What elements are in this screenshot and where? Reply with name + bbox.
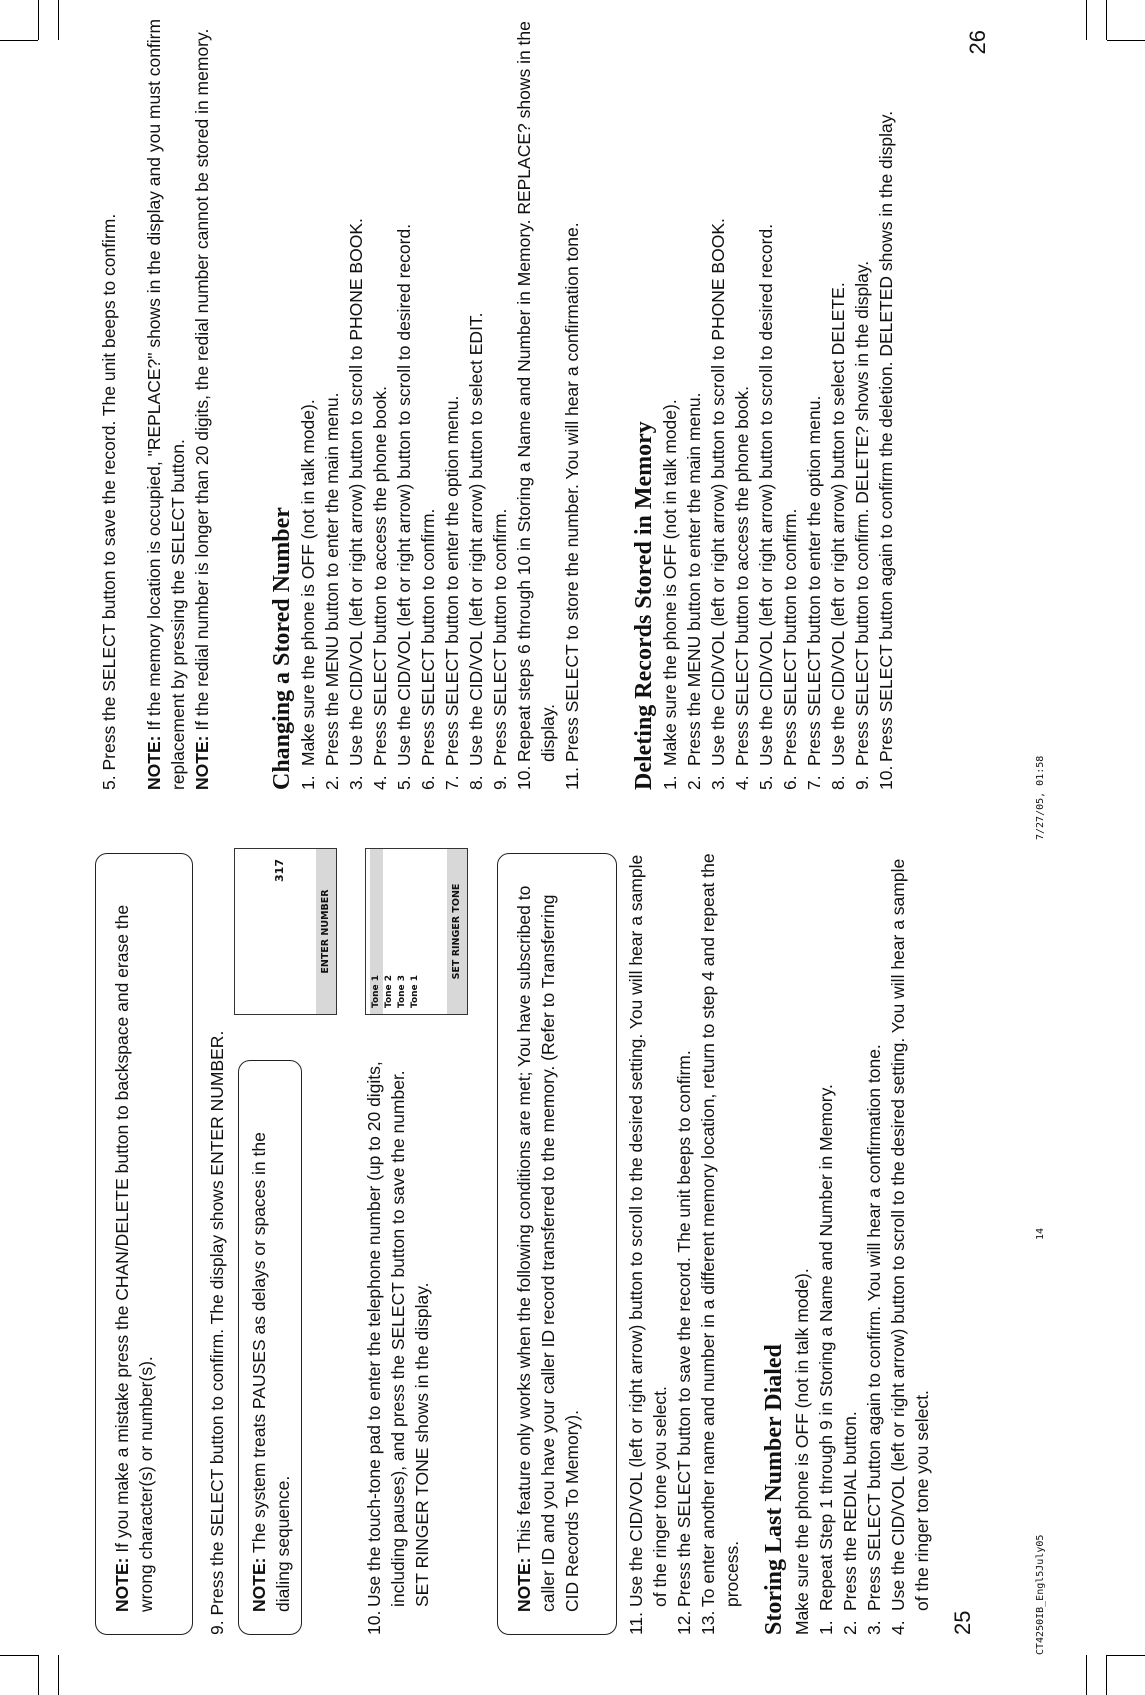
list-item: 5. Use the CID/VOL (left or right arrow) button to scroll to desired record.	[394, 223, 414, 790]
heading-deleting-records: Deleting Records Stored in Memory	[631, 421, 657, 790]
list-item: 2. Press the REDIAL button.	[840, 1411, 860, 1635]
list-item: 4. Press SELECT button to access the phone book.	[370, 385, 390, 790]
list-item: 10. Repeat steps 6 through 10 in Storing a Name and Number in Memory. REPLACE? shows in the display.	[514, 21, 558, 790]
lcd-status-bar: SET RINGER TONE	[447, 849, 467, 1014]
page-26	[0, 0, 1145, 840]
list-item: 4. Use the CID/VOL (left or right arrow) button to scroll to the desired setting. You will hear a sample of the ringer tone you select.	[888, 858, 932, 1635]
lcd-status-bar: ENTER NUMBER	[316, 849, 336, 1014]
note-text: NOTE: If you make a mistake press the CHAN/DELETE button to backspace and erase the wrong character(s) or number(s).	[112, 904, 156, 1612]
lcd-set-ringer-tone	[365, 848, 468, 1015]
step-5: 5. Press the SELECT button to save the record. The unit beeps to confirm.	[99, 213, 119, 790]
list-item: 6. Press SELECT button to confirm.	[418, 508, 438, 790]
lcd-line: Tone 1	[370, 849, 383, 1014]
note-box-mistake	[95, 853, 193, 1635]
list-item: 3. Use the CID/VOL (left or right arrow) button to scroll to PHONE BOOK.	[708, 218, 728, 790]
steps-changing	[296, 0, 584, 790]
page-number: 26	[965, 30, 990, 55]
lcd-line: Tone 3	[397, 974, 407, 1008]
list-item: 12. Press the SELECT button to save the record. The unit beeps to confirm.	[674, 1050, 694, 1635]
lcd-tone-list	[366, 849, 422, 1014]
heading-storing-last-number: Storing Last Number Dialed	[761, 1344, 787, 1635]
list-item: 1. Make sure the phone is OFF (not in talk mode).	[298, 399, 318, 790]
note-text: NOTE: The system treats PAUSES as delays or spaces in the dialing sequence.	[249, 1132, 293, 1612]
list-item: 8. Use the CID/VOL (left or right arrow) button to select EDIT.	[466, 312, 486, 790]
list-item: 2. Press the MENU button to enter the main menu.	[684, 392, 704, 790]
list-item: 1. Make sure the phone is OFF (not in talk mode).	[660, 399, 680, 790]
steps-storing-last	[814, 845, 934, 1635]
steps-deleting	[658, 0, 898, 790]
note-replace: NOTE: If the memory location is occupied, "REPLACE?" shows in the display and you must confirm replacement by pressing the SELECT button.	[144, 18, 188, 790]
list-item: 7. Press SELECT button to enter the option menu.	[804, 395, 824, 790]
step-number: 10.	[364, 1610, 384, 1635]
lcd-line: Tone 2	[384, 974, 394, 1008]
lcd-line: Tone 1	[410, 974, 420, 1008]
footer-date: 7/27/05, 01:58	[1035, 755, 1046, 840]
list-item: 6. Press SELECT button to confirm.	[780, 508, 800, 790]
list-item: 5. Use the CID/VOL (left or right arrow) button to scroll to desired record.	[756, 223, 776, 790]
list-item: 2. Press the MENU button to enter the main menu.	[322, 392, 342, 790]
steps-11-13	[624, 845, 744, 1635]
list-item: 13. To enter another name and number in a different memory location, return to step 4 and repeat the process.	[698, 853, 742, 1635]
list-item: 9. Press SELECT button to confirm. DELETE? shows in the display.	[852, 260, 872, 790]
note-box-feature	[497, 853, 617, 1635]
list-item: 3. Use the CID/VOL (left or right arrow) button to scroll to PHONE BOOK.	[346, 218, 366, 790]
step-text: Use the touch-tone pad to enter the telephone number (up to 20 digits, including pauses), and press the SELECT button to save the number. SET RINGER TONE shows in the display.	[364, 1061, 432, 1607]
list-item: 11. Use the CID/VOL (left or right arrow) button to scroll to the desired setting. You will hear a sample of the ringer tone you select.	[626, 854, 670, 1635]
footer-filename: CT4250IB_Engl5July05	[1035, 1534, 1046, 1655]
note-box-pauses	[238, 1060, 302, 1635]
list-item: 7. Press SELECT button to enter the option menu.	[442, 395, 462, 790]
list-item: 4. Press SELECT button to access the phone book.	[732, 385, 752, 790]
list-item: 8. Use the CID/VOL (left or right arrow) button to select DELETE.	[828, 282, 848, 790]
note-redial-length: NOTE: If the redial number is longer than 20 digits, the redial number cannot be stored in memory.	[192, 28, 212, 790]
list-item: 9. Press SELECT button to confirm.	[490, 508, 510, 790]
note-text: NOTE: This feature only works when the following conditions are met; You have subscribed to caller ID and you have your caller ID record transferred to the memory. (Refer to Transferring CID Records To Memory).	[514, 885, 582, 1612]
page-25	[0, 845, 1145, 1655]
page-number: 25	[950, 1610, 975, 1635]
list-item: 11. Press SELECT to store the number. You will hear a confirmation tone.	[562, 222, 582, 790]
list-item: 3. Press SELECT button again to confirm. You will hear a confirmation tone.	[864, 1044, 884, 1635]
lcd-number: 317	[273, 859, 286, 882]
lcd-enter-number	[234, 848, 337, 1015]
list-item: 10. Press SELECT button again to confirm the deletion. DELETED shows in the display.	[876, 110, 896, 790]
intro-text: Make sure the phone is OFF (not in talk mode).	[792, 1268, 812, 1635]
list-item: 1. Repeat Step 1 through 9 in Storing a Name and Number in Memory.	[816, 1084, 836, 1635]
footer-sheet-number: 14	[1035, 1227, 1046, 1240]
step-10	[362, 1060, 434, 1635]
heading-changing-stored-number: Changing a Stored Number	[269, 507, 295, 790]
step-9: 9. Press the SELECT button to confirm. The display shows ENTER NUMBER.	[207, 1030, 227, 1635]
